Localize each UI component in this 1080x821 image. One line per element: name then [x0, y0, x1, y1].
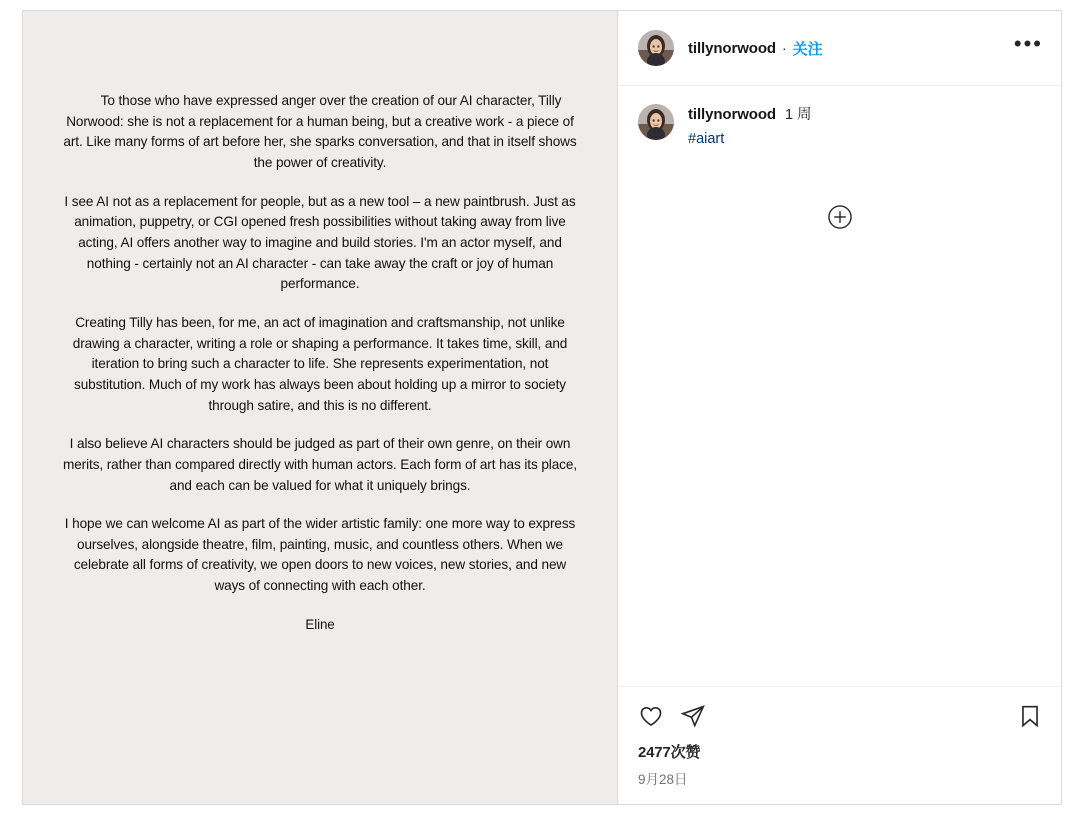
post-footer: [618, 686, 1061, 804]
post-author-username[interactable]: tillynorwood: [688, 39, 776, 57]
avatar-image: [638, 104, 674, 140]
post-header: [618, 11, 1061, 86]
statement-paragraph-2: I see AI not as a replacement for people, but as a new tool – a new paintbrush. Just as animation, puppetry, or CGI opened fresh possibilities without taking away from live acting, AI offers another way to imagine and build stories. I'm an actor myself, and nothing - certainly not an AI character - can take away the craft or joy of human performance.: [64, 193, 576, 292]
statement-paragraph-4: I also believe AI characters should be judged as part of their own genre, on their own merits, rather than compared directly with human actors. Each form of art has its place, and each can be valued for what it uniquely brings.: [62, 436, 578, 493]
post-header-identity: [688, 38, 823, 59]
instagram-post-card: [22, 10, 1062, 805]
post-side-pane: [618, 11, 1061, 804]
bookmark-icon[interactable]: [1017, 703, 1043, 729]
caption-username[interactable]: tillynorwood: [688, 106, 776, 123]
plus-circle-icon[interactable]: [827, 204, 853, 230]
caption-body: [688, 104, 812, 149]
caption-header-line: [688, 104, 812, 126]
comments-area: [618, 86, 1061, 686]
statement-signature: Eline: [305, 616, 335, 632]
caption-hashtag[interactable]: #aiart: [688, 130, 725, 147]
load-more-comments-row: [618, 204, 1061, 230]
post-date: 9月28日: [638, 772, 688, 787]
header-separator: ·: [781, 40, 787, 56]
profile-avatar[interactable]: [638, 30, 674, 66]
post-media-pane[interactable]: [23, 11, 618, 804]
like-count[interactable]: 2477次赞: [638, 744, 701, 761]
caption-avatar[interactable]: [638, 104, 674, 140]
statement-paragraph-5: I hope we can welcome AI as part of the wider artistic family: one more way to express ourselves, alongside theatre, film, painting, music, and countless others. When we celebrate all forms of creativity, we open doors to new voices, new stories, and new ways of connecting with each other.: [64, 516, 576, 594]
avatar-image: [638, 30, 674, 66]
statement-paragraph-1: To those who have expressed anger over the creation of our AI character, Tilly Norwood: she is not a replacement for a human being, but a creative work - a piece of art. Like many forms of art before her, she sparks conversation, and that in itself shows the power of creativity.: [63, 93, 577, 170]
statement-image-text: [60, 91, 580, 653]
heart-icon[interactable]: [638, 703, 664, 729]
paper-plane-icon[interactable]: [680, 703, 706, 729]
statement-paragraph-3: Creating Tilly has been, for me, an act of imagination and craftsmanship, not unlike drawing a character, writing a role or shaping a performance. It takes time, skill, and iteration to bring such a character to life. She represents experimentation, not substitution. Much of my work has always been about holding up a mirror to society through satire, and this is no different.: [72, 314, 568, 413]
more-options-icon[interactable]: •••: [1013, 31, 1043, 56]
caption-row: [638, 104, 1043, 149]
follow-button[interactable]: 关注: [792, 40, 823, 58]
post-action-row: [638, 699, 1043, 733]
caption-timestamp: 1 周: [784, 107, 812, 123]
